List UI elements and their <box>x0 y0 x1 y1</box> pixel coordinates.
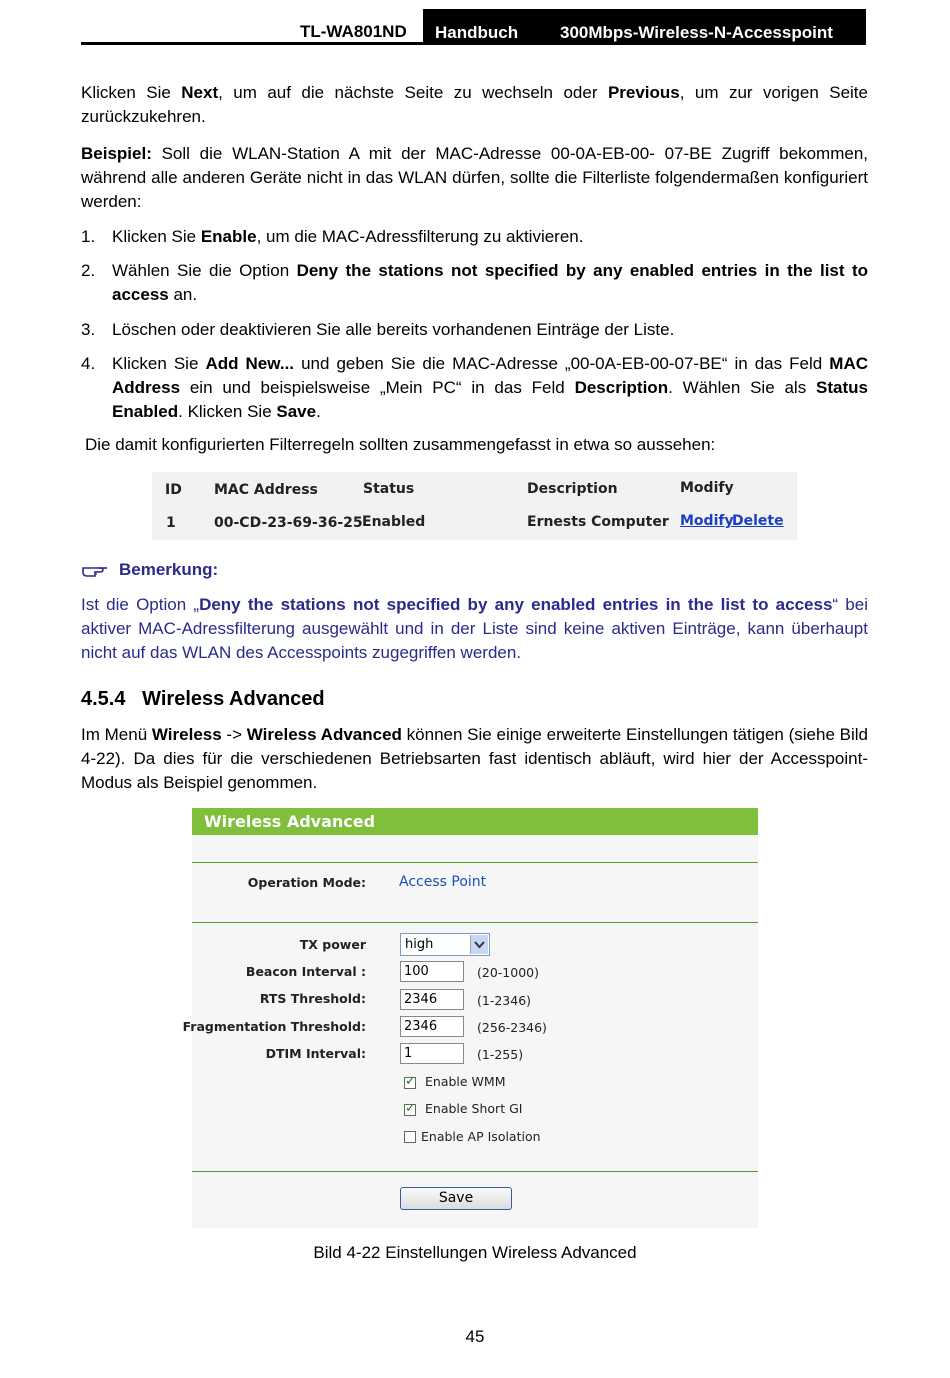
fragmentation-threshold-range: (256-2346) <box>477 1020 547 1035</box>
rts-threshold-input[interactable]: 2346 <box>400 989 464 1010</box>
bold-text: Deny the stations not specified by any enabled entries in the list to access <box>112 261 868 304</box>
list-number: 2. <box>81 261 96 280</box>
list-item <box>81 352 868 424</box>
header-bar <box>423 9 865 43</box>
tx-power-value: high <box>405 937 434 952</box>
text: ein und beispielsweise „Mein PC“ in das Feld <box>180 378 575 397</box>
text: . Klicken Sie <box>178 402 277 421</box>
beacon-interval-range: (20-1000) <box>477 965 539 980</box>
wireless-advanced-panel <box>182 808 758 1228</box>
enable-short-gi-checkbox[interactable] <box>404 1104 416 1116</box>
bold-text: Wireless Advanced <box>246 725 402 744</box>
modify-link[interactable]: Modify <box>680 513 734 529</box>
text: Klicken Sie <box>112 227 201 246</box>
paragraph-navigation <box>81 81 868 129</box>
page-number: 45 <box>465 1327 485 1346</box>
bold-text: Save <box>276 402 317 421</box>
paragraph-wireless-advanced <box>81 723 868 795</box>
dtim-interval-label: DTIM Interval: <box>265 1046 366 1061</box>
list-item <box>81 259 868 307</box>
text: , um zur vorigen Seite zurückzukehren. <box>81 83 868 126</box>
col-header-status: Status <box>363 481 415 497</box>
panel-title-bar <box>192 808 758 835</box>
bold-next: Next <box>181 83 219 102</box>
bold-text: Status Enabled <box>112 378 869 421</box>
list-item <box>81 318 868 342</box>
cell-mac: 00-CD-23-69-36-25 <box>214 515 363 531</box>
enable-ap-isolation-label: Enable AP Isolation <box>421 1129 541 1144</box>
text: , um die MAC-Adressfilterung zu aktivieren. <box>256 227 584 246</box>
text: Soll die WLAN-Station A mit der MAC-Adresse 00-0A-EB-00- 07-BE Zugriff bekommen, während alle anderen Geräte nicht in das WLAN dürfen, sollte die Filterliste folgendermaßen konfiguriert werden: <box>81 144 868 211</box>
example-label: Beispiel: <box>81 144 152 163</box>
col-header-mac: MAC Address <box>214 482 318 498</box>
cell-id: 1 <box>166 515 176 531</box>
rts-threshold-range: (1-2346) <box>477 993 532 1008</box>
enable-ap-isolation-checkbox[interactable] <box>404 1131 416 1143</box>
text: , um auf die nächste Seite zu wechseln oder <box>218 83 608 102</box>
text: “ bei aktiver MAC-Adressfilterung ausgewählt und in der Liste sind keine aktiven Einträge, kann überhaupt nicht auf das WLAN des Accesspoints zugegriffen werden. <box>81 595 868 662</box>
header-model: TL-WA801ND <box>300 22 407 41</box>
text: . <box>316 402 321 421</box>
enable-wmm-checkbox[interactable] <box>404 1077 416 1089</box>
section-heading <box>81 688 325 711</box>
bold-text: Enable <box>200 227 257 246</box>
operation-mode-label: Operation Mode: <box>247 875 366 890</box>
bold-text: MAC Address <box>112 354 868 397</box>
text: Klicken Sie <box>112 354 206 373</box>
bold-text: Deny the stations not specified by any enabled entries in the list to access <box>199 595 833 614</box>
section-number: 4.5.4 <box>81 688 126 710</box>
note-text <box>81 593 868 665</box>
mac-filter-table <box>152 472 797 540</box>
header-rule <box>81 42 866 45</box>
bold-previous: Previous <box>607 83 680 102</box>
paragraph-example <box>81 142 868 214</box>
rts-threshold-label: RTS Threshold: <box>259 991 366 1006</box>
cell-description: Ernests Computer <box>527 514 669 530</box>
divider <box>192 862 758 863</box>
cell-status: Enabled <box>362 514 426 530</box>
enable-short-gi-label: Enable Short GI <box>425 1101 523 1116</box>
dtim-interval-range: (1-255) <box>477 1047 524 1062</box>
pointing-hand-icon <box>81 562 109 578</box>
col-header-description: Description <box>527 481 618 497</box>
text: Löschen oder deaktivieren Sie alle bereits vorhandenen Einträge der Liste. <box>112 320 675 339</box>
col-header-id: ID <box>165 482 182 498</box>
bold-text: Add New... <box>205 354 295 373</box>
summary-text: Die damit konfigurierten Filterregeln sollten zusammengefasst in etwa so aussehen: <box>85 435 716 454</box>
text: -> <box>221 725 247 744</box>
beacon-interval-label: Beacon Interval : <box>245 964 366 979</box>
note-title: Bemerkung: <box>119 560 219 579</box>
text: an. <box>168 285 198 304</box>
chevron-down-icon[interactable] <box>470 935 488 954</box>
list-item <box>81 225 868 249</box>
figure-caption: Bild 4-22 Einstellungen Wireless Advanced <box>313 1243 637 1262</box>
operation-mode-value: Access Point <box>399 874 487 890</box>
text: können Sie einige erweiterte Einstellungen tätigen (siehe Bild 4-22). Da dies für die verschiedenen Betriebsarten fast identisch abläuft, wird hier der Accesspoint-Modus als Beispiel genommen. <box>81 725 869 792</box>
tx-power-select[interactable] <box>400 933 490 956</box>
bold-text: Wireless <box>151 725 222 744</box>
text: und geben Sie die MAC-Adresse „00-0A-EB-00-07-BE“ in das Feld <box>294 354 830 373</box>
text: Wählen Sie die Option <box>112 261 297 280</box>
fragmentation-threshold-input[interactable]: 2346 <box>400 1016 464 1037</box>
text: Klicken Sie <box>81 83 182 102</box>
header-product: 300Mbps-Wireless-N-Accesspoint <box>560 23 833 42</box>
list-number: 1. <box>81 227 96 246</box>
dtim-interval-input[interactable]: 1 <box>400 1043 464 1064</box>
divider <box>192 922 758 923</box>
delete-link[interactable]: Delete <box>732 513 784 529</box>
bold-text: Description <box>574 378 669 397</box>
header-manual: Handbuch <box>435 23 519 42</box>
tx-power-label: TX power <box>299 937 366 952</box>
panel-title: Wireless Advanced <box>204 812 376 831</box>
section-title: Wireless Advanced <box>142 688 325 710</box>
enable-wmm-label: Enable WMM <box>425 1074 506 1089</box>
text: Im Menü <box>81 725 152 744</box>
divider <box>192 1171 758 1172</box>
text: Ist die Option „ <box>81 595 200 614</box>
text: . Wählen Sie als <box>668 378 817 397</box>
list-number: 3. <box>81 320 96 339</box>
fragmentation-threshold-label: Fragmentation Threshold: <box>182 1019 366 1034</box>
header-edge <box>862 9 866 45</box>
beacon-interval-input[interactable]: 100 <box>400 961 464 982</box>
list-number: 4. <box>81 354 96 373</box>
col-header-modify: Modify <box>680 480 734 496</box>
save-button[interactable]: Save <box>400 1187 512 1210</box>
